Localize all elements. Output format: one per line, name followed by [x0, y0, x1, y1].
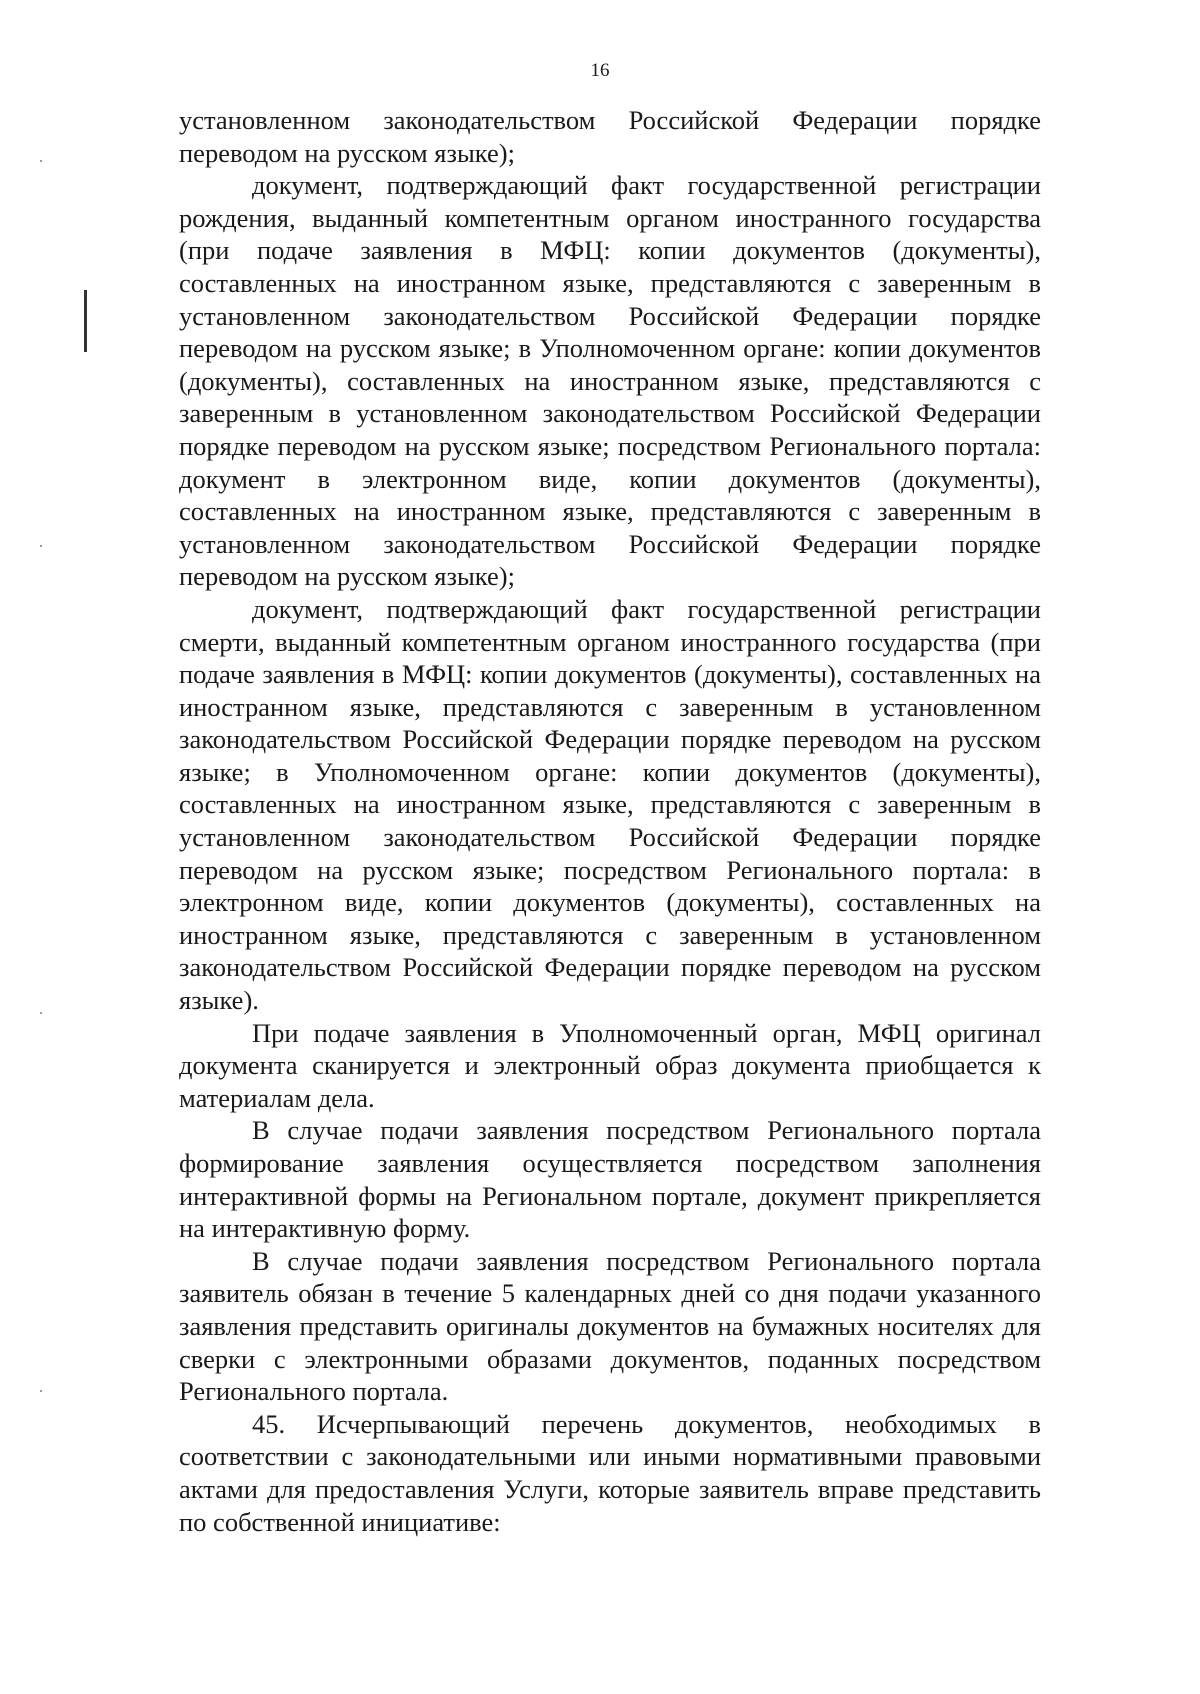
page-number: 16	[590, 60, 610, 81]
scan-speck	[40, 1390, 42, 1392]
document-body	[179, 104, 1041, 1538]
paragraph-item-45: 45. Исчерпывающий перечень документов, необходимых в соответствии с законодательными или иными нормативными правовыми актами для предоставления Услуги, которые заявитель вправе представить по собственной инициативе:	[179, 1408, 1041, 1537]
paragraph-portal-originals: В случае подачи заявления посредством Регионального портала заявитель обязан в течение 5 календарных дней со дня подачи указанного заявления представить оригиналы документов на бумажных носителях для сверки с электронными образами документов, поданных посредством Регионального портала.	[179, 1245, 1041, 1407]
paragraph-continuation: установленном законодательством Российской Федерации порядке переводом на русском языке);	[179, 105, 1041, 168]
scan-speck	[40, 160, 42, 162]
paragraph-original-scanning: При подаче заявления в Уполномоченный орган, МФЦ оригинал документа сканируется и электронный образ документа приобщается к материалам дела.	[179, 1017, 1041, 1113]
scan-speck	[40, 545, 42, 547]
paragraph-birth-registration: документ, подтверждающий факт государственной регистрации рождения, выданный компетентным органом иностранного государства (при подаче заявления в МФЦ: копии документов (документы), составленных на иностранном языке, представляются с заверенным в установленном законодательством Российской Федерации порядке переводом на русском языке; в Уполномоченном органе: копии документов (документы), составленных на иностранном языке, представляются с заверенным в установленном законодательством Российской Федерации порядке переводом на русском языке; посредством Регионального портала: документ в электронном виде, копии документов (документы), составленных на иностранном языке, представляются с заверенным в установленном законодательством Российской Федерации порядке переводом на русском языке);	[179, 170, 1041, 592]
scan-margin-mark	[84, 290, 87, 352]
scan-speck	[40, 1012, 42, 1014]
paragraph-portal-form: В случае подачи заявления посредством Регионального портала формирование заявления осуществляется посредством заполнения интерактивной формы на Региональном портале, документ прикрепляется на интерактивную форму.	[179, 1115, 1041, 1244]
paragraph-death-registration: документ, подтверждающий факт государственной регистрации смерти, выданный компетентным органом иностранного государства (при подаче заявления в МФЦ: копии документов (документы), составленных на иностранном языке, представляются с заверенным в установленном законодательством Российской Федерации порядке переводом на русском языке; в Уполномоченном органе: копии документов (документы), составленных на иностранном языке, представляются с заверенным в установленном законодательством Российской Федерации порядке переводом на русском языке; посредством Регионального портала: в электронном виде, копии документов (документы), составленных на иностранном языке, представляются с заверенным в установленном законодательством Российской Федерации порядке переводом на русском языке).	[179, 593, 1041, 1016]
